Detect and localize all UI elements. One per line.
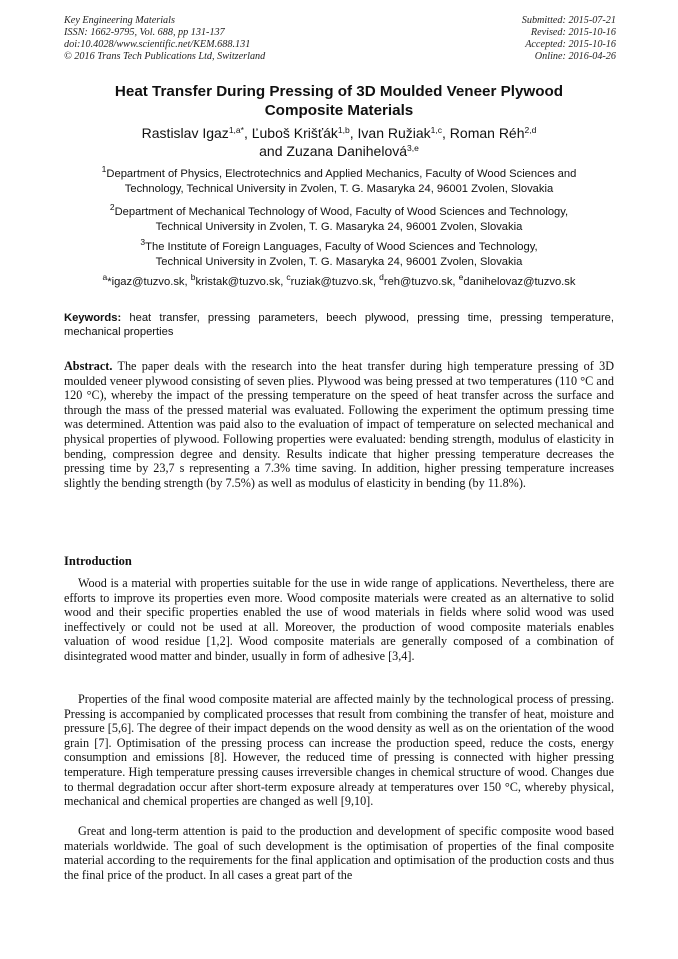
abstract-text: The paper deals with the research into the heat transfer during high temperature pressing of 3D moulded veneer plywood consisting of seven plies. Plywood was being pressed at two temperatures (110 °C and 120 °C), whereby the impact of the pressing temperature on the speed of heat transfer across the surface and through the mass of the pressed material was evaluated. Following the experiment the optimum pressing time was determined. Attention was paid also to the evaluation of impact of temperature on selected mechanical and physical properties of plywood. Following properties were evaluated: bending strength, modulus of elasticity in bending, compression degree and density. Results indicate that higher pressing temperature decreases the pressing time by 23,7 s representing a 7.3% time saving. In addition, higher pressing temperature increases slightly the bending strength (by 7.5%) as well as modulus of elasticity in bending (by 11.8%). xyxy=(64,359,615,490)
email-mark: c xyxy=(286,272,291,282)
intro-paragraph-3 xyxy=(64,824,614,882)
date-accepted: Accepted: 2015-10-16 xyxy=(525,39,616,50)
journal-copyright: © 2016 Trans Tech Publications Ltd, Switzerland xyxy=(64,51,266,62)
email-mark: d xyxy=(379,272,384,282)
affiliation-2 xyxy=(64,202,614,235)
affiliation-text: Department of Mechanical Technology of Wood, Faculty of Wood Sciences and Technology, xyxy=(114,206,569,218)
author-affil-mark: 1,c xyxy=(430,125,443,135)
author-affil-mark: 3,e xyxy=(407,143,419,153)
email-address[interactable]: danihelovaz@tuzvo.sk xyxy=(463,276,576,288)
affiliation-number: 3 xyxy=(140,237,146,247)
keywords xyxy=(64,311,614,339)
affiliation-text: Department of Physics, Electrotechnics and Applied Mechanics, Faculty of Wood Sciences and xyxy=(106,168,577,180)
intro-paragraph-1 xyxy=(64,576,614,664)
author-name: Rastislav Igaz xyxy=(141,125,229,141)
email-address[interactable]: kristak@tuzvo.sk xyxy=(195,276,281,288)
keywords-label: Keywords: xyxy=(64,312,122,324)
journal-info xyxy=(64,15,265,63)
title-line-2: Composite Materials xyxy=(264,102,414,119)
affiliation-number: 2 xyxy=(109,202,115,212)
paper-title xyxy=(60,82,618,120)
title-line-1: Heat Transfer During Pressing of 3D Moulded Veneer Plywood xyxy=(114,83,564,100)
email-address[interactable]: ruziak@tuzvo.sk xyxy=(290,276,373,288)
email-address[interactable]: reh@tuzvo.sk xyxy=(383,276,453,288)
author-name: Zuzana Danihelová xyxy=(286,143,408,159)
date-revised: Revised: 2015-10-16 xyxy=(530,27,616,38)
section-heading-introduction: Introduction xyxy=(64,554,132,568)
email-address[interactable]: *igaz@tuzvo.sk xyxy=(107,276,185,288)
intro-paragraph-2 xyxy=(64,692,614,809)
publication-dates xyxy=(522,15,616,63)
author-name: Ľuboš Krišťák xyxy=(251,125,338,141)
paragraph-text: Wood is a material with properties suitable for the use in wide range of applications. Nevertheless, there are efforts to improve its properties even more. Wood composite materials were created as an alternative to solid wood and their specific properties enabled the use of wood materials in fields where solid wood was used ineffectively or could not be used at all. Moreover, the production of wood composite materials enables valuation of wood residue [1,2]. Wood composite materials are generally composed of a combination of disintegrated wood matter and binder, usually in form of adhesive [3,4]. xyxy=(64,576,614,663)
author-affil-mark: 2,d xyxy=(524,125,537,135)
email-mark: a xyxy=(102,272,108,282)
affiliation-1 xyxy=(64,164,614,197)
affiliation-number: 1 xyxy=(101,164,107,174)
author-list: Rastislav Igaz$^{1,a*}$, Ľuboš Krišťák$^{1,b}$, Ivan Ružiak$^{1,c}$, Roman Réh$^{2,d}$ and Zuzana Danihelová$^{3,e}$ xyxy=(141,125,537,159)
journal-issn: ISSN: 1662-9795, Vol. 688, pp 131-137 xyxy=(64,27,225,38)
abstract xyxy=(64,359,614,490)
affiliation-3 xyxy=(64,237,614,270)
paragraph-text: Great and long-term attention is paid to the production and development of specific composite wood based materials worldwide. The goal of such development is the optimisation of properties of the final composite material according to the requirements for the final application and optimisation of the production costs and thus the final price of the product. In all cases a great part of the xyxy=(64,824,614,882)
abstract-label: Abstract. xyxy=(64,359,113,373)
paragraph-text: Properties of the final wood composite material are affected mainly by the technological process of pressing. Pressing is accompanied by complicated processes that result from combining the transfer of heat, moisture and pressure [5,6]. The degree of their impact depends on the wood density as well as on the orientation of the wood grain [7]. Optimisation of the pressing process can increase the production speed, reduce the costs, energy consumption and emissions [8]. However, the reduced time of pressing is connected with higher pressing temperature. High temperature pressing causes irreversible changes in chemical structure of wood. Changes due to thermal degradation occur after short-term exposure already at temperatures over 150 °C, whereby physical, mechanical and chemical properties are changed as well [9,10]. xyxy=(64,692,614,809)
journal-name: Key Engineering Materials xyxy=(64,15,175,26)
author-name: Roman Réh xyxy=(449,125,525,141)
email-mark: b xyxy=(190,272,196,282)
affiliation-text: Technical University in Zvolen, T. G. Masaryka 24, 96001 Zvolen, Slovakia xyxy=(155,256,523,268)
keywords-text: heat transfer, pressing parameters, beech plywood, pressing time, pressing temperature, mechanical properties xyxy=(64,312,615,338)
date-online: Online: 2016-04-26 xyxy=(534,51,616,62)
author-emails: $^a$*igaz@tuzvo.sk, $^b$kristak@tuzvo.sk, $^c$ruziak@tuzvo.sk, $^d$reh@tuzvo.sk, $^e$danihelovaz@tuzvo.sk xyxy=(102,272,576,288)
email-mark: e xyxy=(458,272,464,282)
affiliation-text: Technical University in Zvolen, T. G. Masaryka 24, 96001 Zvolen, Slovakia xyxy=(155,221,523,233)
author-affil-mark: 1,a* xyxy=(228,125,244,135)
author-affil-mark: 1,b xyxy=(337,125,350,135)
author-name: Ivan Ružiak xyxy=(357,125,431,141)
author-conjunction: and xyxy=(259,143,283,159)
affiliation-text: The Institute of Foreign Languages, Faculty of Wood Sciences and Technology, xyxy=(145,241,538,253)
date-submitted: Submitted: 2015-07-21 xyxy=(521,15,616,26)
journal-doi: doi:10.4028/www.scientific.net/KEM.688.131 xyxy=(64,39,251,50)
affiliation-text: Technology, Technical University in Zvolen, T. G. Masaryka 24, 96001 Zvolen, Slovakia xyxy=(124,183,554,195)
